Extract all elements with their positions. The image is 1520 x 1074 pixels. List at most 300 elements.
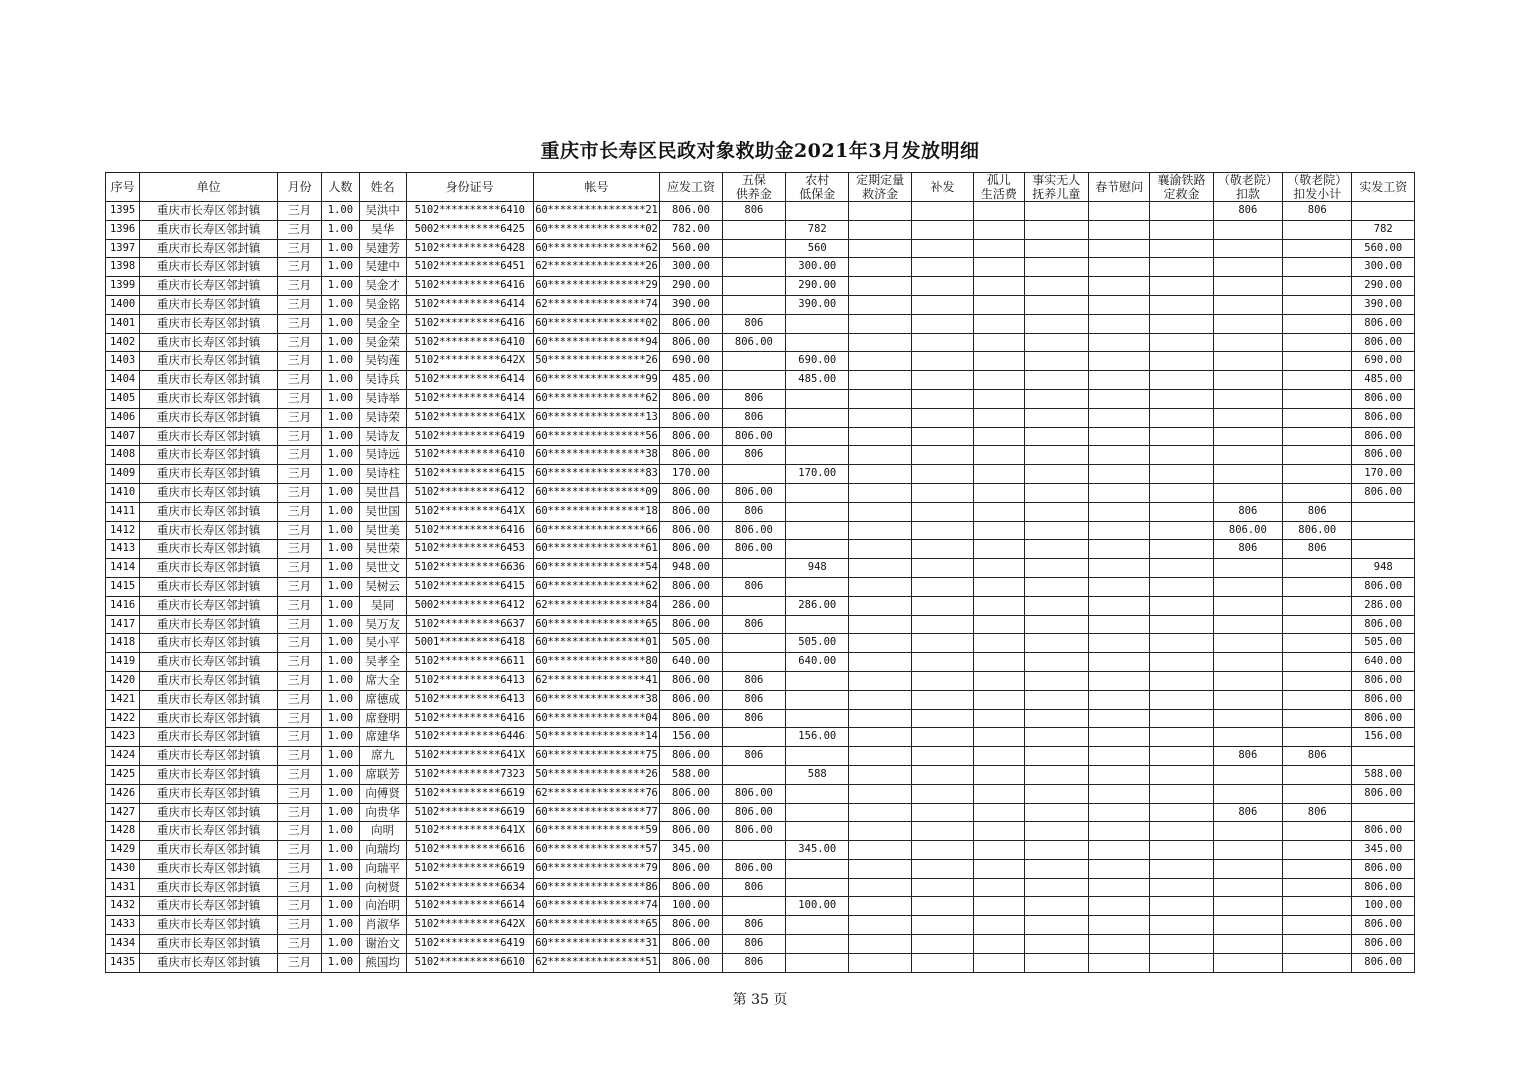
cell-dibao: 640.00	[786, 653, 849, 672]
table-row	[106, 540, 1415, 559]
column-header-seq: 序号	[106, 173, 140, 202]
cell-month: 三月	[278, 653, 322, 672]
cell-month: 三月	[278, 897, 322, 916]
cell-bufa	[911, 483, 973, 502]
cell-shishi	[1024, 878, 1088, 897]
cell-guer	[974, 258, 1024, 277]
cell-account: 60****************80	[533, 653, 660, 672]
cell-due: 806.00	[660, 408, 722, 427]
cell-guer	[974, 483, 1024, 502]
table-header	[106, 173, 1415, 202]
cell-kouxiaoji	[1283, 859, 1352, 878]
cell-bufa	[911, 427, 973, 446]
cell-wubao: 806.00	[722, 483, 785, 502]
cell-seq: 1405	[106, 389, 140, 408]
cell-seq: 1429	[106, 841, 140, 860]
cell-dingqi	[849, 953, 911, 972]
cell-name: 席德成	[359, 690, 406, 709]
cell-wubao: 806	[722, 446, 785, 465]
table-row	[106, 258, 1415, 277]
cell-shishi	[1024, 615, 1088, 634]
cell-xiangyu	[1150, 953, 1213, 972]
cell-dibao: 588	[786, 765, 849, 784]
cell-guer	[974, 803, 1024, 822]
cell-kouxiaoji	[1283, 577, 1352, 596]
cell-dibao	[786, 446, 849, 465]
cell-koukuan	[1213, 295, 1282, 314]
cell-dingqi	[849, 671, 911, 690]
cell-koukuan	[1213, 690, 1282, 709]
cell-seq: 1424	[106, 747, 140, 766]
relief-payment-table	[105, 172, 1415, 973]
cell-seq: 1425	[106, 765, 140, 784]
cell-due: 806.00	[660, 671, 722, 690]
cell-kouxiaoji	[1283, 841, 1352, 860]
cell-koukuan	[1213, 483, 1282, 502]
cell-xiangyu	[1150, 483, 1213, 502]
cell-koukuan	[1213, 427, 1282, 446]
cell-koukuan: 806	[1213, 202, 1282, 221]
table-row	[106, 709, 1415, 728]
cell-kouxiaoji	[1283, 671, 1352, 690]
cell-guer	[974, 465, 1024, 484]
cell-wubao: 806	[722, 577, 785, 596]
cell-id: 5102**********6416	[406, 277, 533, 296]
cell-account: 60****************99	[533, 371, 660, 390]
cell-month: 三月	[278, 671, 322, 690]
cell-wubao	[722, 765, 785, 784]
cell-dingqi	[849, 295, 911, 314]
cell-name: 谢治文	[359, 935, 406, 954]
cell-bufa	[911, 277, 973, 296]
cell-xiangyu	[1150, 671, 1213, 690]
cell-seq: 1413	[106, 540, 140, 559]
cell-people: 1.00	[322, 615, 359, 634]
cell-seq: 1415	[106, 577, 140, 596]
cell-wubao	[722, 220, 785, 239]
cell-account: 60****************65	[533, 615, 660, 634]
cell-due: 286.00	[660, 596, 722, 615]
cell-koukuan	[1213, 878, 1282, 897]
cell-people: 1.00	[322, 202, 359, 221]
cell-guer	[974, 859, 1024, 878]
cell-id: 5102**********6446	[406, 728, 533, 747]
cell-shishi	[1024, 747, 1088, 766]
cell-dingqi	[849, 747, 911, 766]
cell-wubao	[722, 295, 785, 314]
cell-seq: 1427	[106, 803, 140, 822]
cell-wubao	[722, 728, 785, 747]
cell-actual: 290.00	[1352, 277, 1415, 296]
cell-chunjie	[1088, 765, 1149, 784]
cell-koukuan	[1213, 258, 1282, 277]
cell-xiangyu	[1150, 258, 1213, 277]
cell-kouxiaoji	[1283, 333, 1352, 352]
column-header-due: 应发工资	[660, 173, 722, 202]
table-row	[106, 483, 1415, 502]
cell-due: 690.00	[660, 352, 722, 371]
cell-name: 吴世国	[359, 502, 406, 521]
cell-month: 三月	[278, 577, 322, 596]
cell-account: 60****************54	[533, 559, 660, 578]
cell-account: 60****************74	[533, 897, 660, 916]
cell-due: 300.00	[660, 258, 722, 277]
cell-guer	[974, 333, 1024, 352]
cell-dibao	[786, 577, 849, 596]
cell-shishi	[1024, 803, 1088, 822]
cell-xiangyu	[1150, 615, 1213, 634]
cell-xiangyu	[1150, 935, 1213, 954]
cell-wubao: 806	[722, 935, 785, 954]
cell-actual: 806.00	[1352, 483, 1415, 502]
cell-kouxiaoji	[1283, 389, 1352, 408]
cell-xiangyu	[1150, 314, 1213, 333]
cell-name: 吴诗友	[359, 427, 406, 446]
cell-kouxiaoji: 806	[1283, 747, 1352, 766]
cell-xiangyu	[1150, 784, 1213, 803]
cell-unit: 重庆市长寿区邻封镇	[140, 314, 278, 333]
cell-actual: 345.00	[1352, 841, 1415, 860]
cell-dibao: 290.00	[786, 277, 849, 296]
cell-name: 吴世荣	[359, 540, 406, 559]
cell-people: 1.00	[322, 765, 359, 784]
cell-dibao: 782	[786, 220, 849, 239]
cell-id: 5102**********642X	[406, 916, 533, 935]
cell-dibao	[786, 615, 849, 634]
cell-name: 吴华	[359, 220, 406, 239]
table-row	[106, 916, 1415, 935]
cell-dingqi	[849, 202, 911, 221]
cell-xiangyu	[1150, 859, 1213, 878]
cell-id: 5002**********6412	[406, 596, 533, 615]
cell-wubao	[722, 897, 785, 916]
cell-due: 290.00	[660, 277, 722, 296]
cell-koukuan	[1213, 841, 1282, 860]
cell-seq: 1409	[106, 465, 140, 484]
cell-unit: 重庆市长寿区邻封镇	[140, 220, 278, 239]
cell-month: 三月	[278, 841, 322, 860]
cell-seq: 1426	[106, 784, 140, 803]
cell-koukuan	[1213, 408, 1282, 427]
column-header-wubao: 五保 供养金	[722, 173, 785, 202]
cell-unit: 重庆市长寿区邻封镇	[140, 841, 278, 860]
cell-name: 吴诗举	[359, 389, 406, 408]
cell-account: 60****************38	[533, 446, 660, 465]
cell-kouxiaoji	[1283, 239, 1352, 258]
cell-guer	[974, 220, 1024, 239]
cell-xiangyu	[1150, 841, 1213, 860]
cell-bufa	[911, 352, 973, 371]
cell-chunjie	[1088, 916, 1149, 935]
cell-dingqi	[849, 615, 911, 634]
table-row	[106, 408, 1415, 427]
cell-guer	[974, 765, 1024, 784]
cell-due: 806.00	[660, 859, 722, 878]
cell-guer	[974, 916, 1024, 935]
cell-due: 640.00	[660, 653, 722, 672]
cell-due: 948.00	[660, 559, 722, 578]
table-row	[106, 634, 1415, 653]
cell-koukuan	[1213, 389, 1282, 408]
cell-actual: 806.00	[1352, 690, 1415, 709]
cell-kouxiaoji: 806	[1283, 540, 1352, 559]
cell-actual: 505.00	[1352, 634, 1415, 653]
cell-wubao: 806	[722, 671, 785, 690]
cell-actual	[1352, 540, 1415, 559]
cell-guer	[974, 202, 1024, 221]
column-header-unit: 单位	[140, 173, 278, 202]
cell-dibao	[786, 859, 849, 878]
cell-chunjie	[1088, 239, 1149, 258]
cell-shishi	[1024, 277, 1088, 296]
cell-name: 吴金全	[359, 314, 406, 333]
cell-name: 吴孝全	[359, 653, 406, 672]
cell-due: 806.00	[660, 577, 722, 596]
cell-dibao: 100.00	[786, 897, 849, 916]
cell-koukuan	[1213, 615, 1282, 634]
cell-xiangyu	[1150, 502, 1213, 521]
cell-bufa	[911, 559, 973, 578]
cell-shishi	[1024, 916, 1088, 935]
cell-people: 1.00	[322, 408, 359, 427]
cell-account: 60****************62	[533, 239, 660, 258]
cell-month: 三月	[278, 239, 322, 258]
cell-kouxiaoji	[1283, 784, 1352, 803]
cell-bufa	[911, 502, 973, 521]
cell-due: 170.00	[660, 465, 722, 484]
cell-dingqi	[849, 220, 911, 239]
cell-seq: 1416	[106, 596, 140, 615]
cell-people: 1.00	[322, 502, 359, 521]
cell-name: 吴诗荣	[359, 408, 406, 427]
cell-seq: 1434	[106, 935, 140, 954]
cell-people: 1.00	[322, 671, 359, 690]
cell-chunjie	[1088, 615, 1149, 634]
cell-actual: 640.00	[1352, 653, 1415, 672]
cell-koukuan	[1213, 859, 1282, 878]
cell-bufa	[911, 634, 973, 653]
table-row	[106, 314, 1415, 333]
cell-dingqi	[849, 446, 911, 465]
cell-dingqi	[849, 784, 911, 803]
cell-people: 1.00	[322, 634, 359, 653]
cell-wubao: 806	[722, 916, 785, 935]
cell-dibao: 286.00	[786, 596, 849, 615]
cell-koukuan	[1213, 634, 1282, 653]
cell-seq: 1433	[106, 916, 140, 935]
cell-bufa	[911, 521, 973, 540]
cell-shishi	[1024, 653, 1088, 672]
cell-actual: 806.00	[1352, 671, 1415, 690]
cell-month: 三月	[278, 709, 322, 728]
cell-seq: 1401	[106, 314, 140, 333]
table-row	[106, 502, 1415, 521]
cell-chunjie	[1088, 784, 1149, 803]
cell-shishi	[1024, 502, 1088, 521]
cell-dingqi	[849, 690, 911, 709]
table-row	[106, 220, 1415, 239]
cell-account: 60****************86	[533, 878, 660, 897]
cell-people: 1.00	[322, 709, 359, 728]
cell-people: 1.00	[322, 220, 359, 239]
cell-dibao	[786, 935, 849, 954]
cell-guer	[974, 239, 1024, 258]
cell-month: 三月	[278, 916, 322, 935]
cell-xiangyu	[1150, 916, 1213, 935]
table-row	[106, 596, 1415, 615]
cell-shishi	[1024, 935, 1088, 954]
cell-account: 60****************31	[533, 935, 660, 954]
cell-unit: 重庆市长寿区邻封镇	[140, 653, 278, 672]
cell-xiangyu	[1150, 277, 1213, 296]
table-row	[106, 239, 1415, 258]
cell-shishi	[1024, 841, 1088, 860]
cell-people: 1.00	[322, 577, 359, 596]
cell-chunjie	[1088, 408, 1149, 427]
cell-dingqi	[849, 803, 911, 822]
cell-month: 三月	[278, 314, 322, 333]
cell-dingqi	[849, 878, 911, 897]
cell-people: 1.00	[322, 239, 359, 258]
cell-dibao	[786, 878, 849, 897]
cell-koukuan: 806	[1213, 747, 1282, 766]
cell-name: 吴金荣	[359, 333, 406, 352]
cell-actual: 806.00	[1352, 408, 1415, 427]
cell-shishi	[1024, 239, 1088, 258]
cell-actual: 806.00	[1352, 784, 1415, 803]
cell-due: 806.00	[660, 803, 722, 822]
cell-id: 5102**********6416	[406, 709, 533, 728]
cell-guer	[974, 784, 1024, 803]
cell-actual: 170.00	[1352, 465, 1415, 484]
cell-actual: 560.00	[1352, 239, 1415, 258]
table-row	[106, 333, 1415, 352]
cell-name: 吴金才	[359, 277, 406, 296]
cell-bufa	[911, 822, 973, 841]
cell-due: 806.00	[660, 314, 722, 333]
cell-dibao	[786, 540, 849, 559]
cell-xiangyu	[1150, 220, 1213, 239]
cell-actual: 782	[1352, 220, 1415, 239]
cell-actual: 806.00	[1352, 427, 1415, 446]
cell-dibao	[786, 747, 849, 766]
cell-dingqi	[849, 653, 911, 672]
cell-wubao	[722, 596, 785, 615]
cell-seq: 1403	[106, 352, 140, 371]
cell-month: 三月	[278, 822, 322, 841]
cell-people: 1.00	[322, 728, 359, 747]
cell-bufa	[911, 389, 973, 408]
cell-xiangyu	[1150, 202, 1213, 221]
column-header-kouxiaoji: （敬老院） 扣发小计	[1283, 173, 1352, 202]
cell-shishi	[1024, 728, 1088, 747]
cell-actual: 156.00	[1352, 728, 1415, 747]
cell-id: 5102**********6636	[406, 559, 533, 578]
cell-wubao	[722, 465, 785, 484]
cell-chunjie	[1088, 540, 1149, 559]
cell-unit: 重庆市长寿区邻封镇	[140, 577, 278, 596]
cell-name: 席登明	[359, 709, 406, 728]
cell-people: 1.00	[322, 465, 359, 484]
cell-month: 三月	[278, 765, 322, 784]
cell-kouxiaoji: 806	[1283, 803, 1352, 822]
cell-xiangyu	[1150, 765, 1213, 784]
cell-month: 三月	[278, 258, 322, 277]
cell-kouxiaoji	[1283, 371, 1352, 390]
cell-unit: 重庆市长寿区邻封镇	[140, 352, 278, 371]
cell-wubao: 806.00	[722, 333, 785, 352]
cell-id: 5102**********6415	[406, 577, 533, 596]
cell-shishi	[1024, 822, 1088, 841]
cell-actual	[1352, 502, 1415, 521]
cell-dingqi	[849, 352, 911, 371]
cell-kouxiaoji	[1283, 653, 1352, 672]
cell-unit: 重庆市长寿区邻封镇	[140, 502, 278, 521]
cell-name: 熊国均	[359, 953, 406, 972]
cell-people: 1.00	[322, 371, 359, 390]
cell-month: 三月	[278, 747, 322, 766]
cell-seq: 1396	[106, 220, 140, 239]
cell-bufa	[911, 935, 973, 954]
cell-wubao	[722, 371, 785, 390]
cell-id: 5102**********6413	[406, 671, 533, 690]
cell-shishi	[1024, 709, 1088, 728]
cell-id: 5102**********6415	[406, 465, 533, 484]
cell-dibao	[786, 709, 849, 728]
cell-month: 三月	[278, 408, 322, 427]
column-header-name: 姓名	[359, 173, 406, 202]
cell-people: 1.00	[322, 540, 359, 559]
table-row	[106, 352, 1415, 371]
cell-account: 60****************75	[533, 747, 660, 766]
cell-chunjie	[1088, 352, 1149, 371]
cell-dingqi	[849, 389, 911, 408]
cell-dibao	[786, 483, 849, 502]
cell-kouxiaoji	[1283, 314, 1352, 333]
cell-account: 50****************26	[533, 765, 660, 784]
cell-account: 60****************62	[533, 389, 660, 408]
cell-id: 5102**********6410	[406, 333, 533, 352]
cell-name: 向瑞平	[359, 859, 406, 878]
cell-koukuan: 806	[1213, 502, 1282, 521]
cell-actual: 390.00	[1352, 295, 1415, 314]
cell-month: 三月	[278, 784, 322, 803]
cell-due: 806.00	[660, 389, 722, 408]
cell-bufa	[911, 765, 973, 784]
cell-people: 1.00	[322, 690, 359, 709]
cell-chunjie	[1088, 389, 1149, 408]
cell-unit: 重庆市长寿区邻封镇	[140, 690, 278, 709]
cell-wubao: 806	[722, 747, 785, 766]
cell-people: 1.00	[322, 446, 359, 465]
cell-account: 60****************66	[533, 521, 660, 540]
table-row	[106, 559, 1415, 578]
cell-guer	[974, 352, 1024, 371]
cell-xiangyu	[1150, 596, 1213, 615]
cell-account: 62****************84	[533, 596, 660, 615]
cell-seq: 1419	[106, 653, 140, 672]
cell-month: 三月	[278, 220, 322, 239]
page-title: 重庆市长寿区民政对象救助金2021年3月发放明细	[540, 140, 980, 162]
cell-seq: 1430	[106, 859, 140, 878]
cell-dibao	[786, 822, 849, 841]
cell-guer	[974, 427, 1024, 446]
column-header-actual: 实发工资	[1352, 173, 1415, 202]
cell-id: 5102**********6412	[406, 483, 533, 502]
cell-shishi	[1024, 258, 1088, 277]
cell-bufa	[911, 220, 973, 239]
cell-due: 806.00	[660, 916, 722, 935]
